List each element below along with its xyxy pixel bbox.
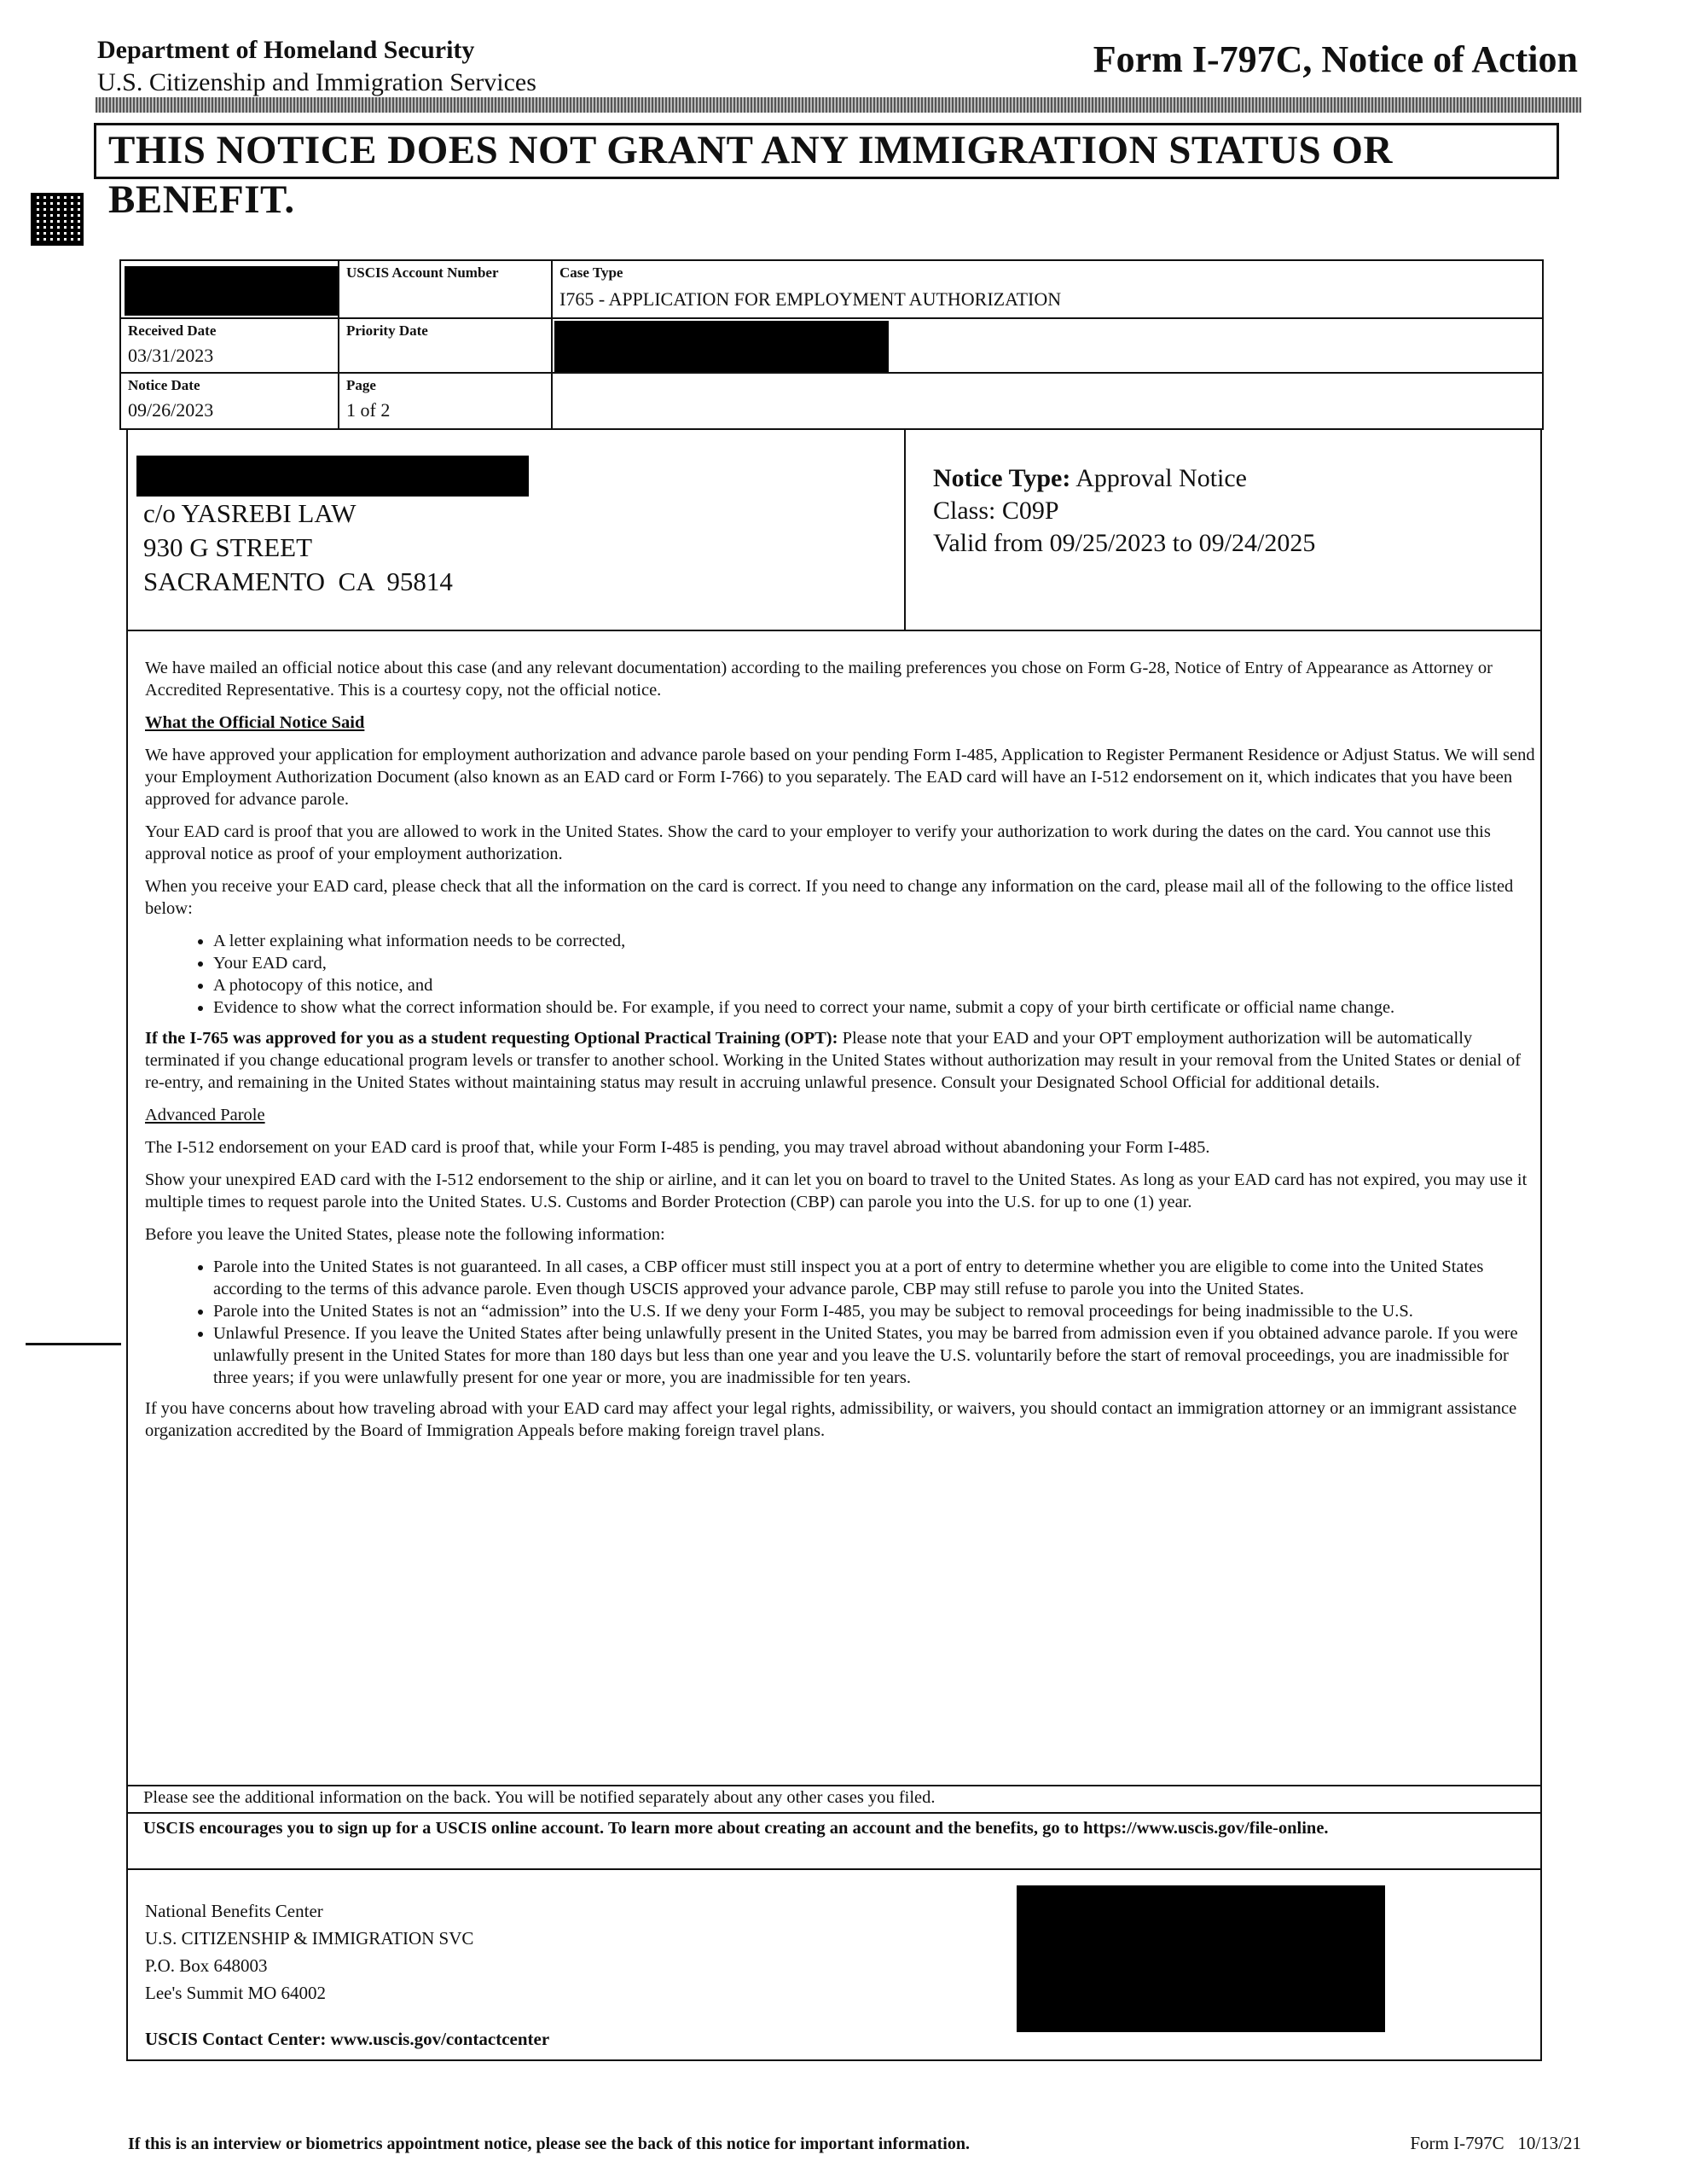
priority-date-cell — [338, 317, 553, 374]
office-line-3: P.O. Box 648003 — [145, 1955, 268, 1976]
case-type-cell — [551, 259, 1544, 319]
correction-list — [145, 930, 1537, 1019]
account-number-label: USCIS Account Number — [346, 264, 499, 281]
notice-date-cell — [119, 372, 339, 430]
address-line-2: 930 G STREET — [143, 532, 313, 562]
list-item: • A letter explaining what information needs to be corrected, — [213, 930, 1537, 952]
page-cell — [338, 372, 553, 430]
section-heading-advanced-parole: Advanced Parole — [145, 1106, 265, 1124]
empty-cell — [551, 372, 1544, 430]
opt-paragraph — [145, 1027, 1537, 1094]
received-date-label: Received Date — [128, 322, 217, 339]
notice-class: Class: C09P — [933, 497, 1059, 525]
intro-paragraph: We have mailed an official notice about this case (and any relevant documentation) according to the mailing preferences you chose on Form G-28, Notice of Entry of Appearance as Attorney or Accredited Representative. This is a courtesy copy, not the official notice. — [145, 659, 1493, 700]
list-item: • Parole into the United States is not guaranteed. In all cases, a CBP officer must still inspect you at a port of entry to determine whether you are eligible to come into the United States according to the terms of this advance parole. Even though USCIS approved your advance parole, CBP may still refuse to parole you into the United States. — [213, 1256, 1537, 1300]
header-divider-band — [96, 97, 1581, 113]
redaction-block — [554, 321, 889, 374]
footer-note: If this is an interview or biometrics appointment notice, please see the back of this notice for important information. — [128, 2135, 970, 2153]
department-name: Department of Homeland Security — [97, 36, 475, 64]
section-heading-official-notice: What the Official Notice Said — [145, 713, 365, 732]
page-label: Page — [346, 377, 376, 393]
address-line-1: c/o YASREBI LAW — [143, 498, 357, 528]
redacted-name-block — [136, 456, 529, 497]
page-value: 1 of 2 — [346, 399, 391, 421]
notes-mid-line — [126, 1812, 1542, 1814]
list-item: • Parole into the United States is not an “admission” into the U.S. If we deny your Form I-485, you may be subject to removal proceedings for being inadmissible to the U.S. — [213, 1300, 1537, 1322]
notes-bottom-line — [126, 1868, 1542, 1870]
notice-date-value: 09/26/2023 — [128, 399, 214, 421]
office-line-2: U.S. CITIZENSHIP & IMMIGRATION SVC — [145, 1928, 474, 1949]
office-line-4: Lee's Summit MO 64002 — [145, 1983, 327, 2003]
notice-type-value: Approval Notice — [1075, 464, 1247, 492]
margin-mark — [26, 1343, 121, 1345]
concerns-paragraph: If you have concerns about how traveling abroad with your EAD card may affect your legal rights, admissibility, or waivers, you should contact an immigration attorney or an immigrant assistance organization accredited by the Board of Immigration Appeals before making foreign travel plans. — [145, 1399, 1517, 1440]
ead-proof-paragraph: Your EAD card is proof that you are allowed to work in the United States. Show the card to your employer to verify your authorization to work during the dates on the card. You cannot use this approval notice as proof of your employment authorization. — [145, 822, 1491, 863]
address-line-3: SACRAMENTO CA 95814 — [143, 566, 453, 596]
received-date-value: 03/31/2023 — [128, 345, 214, 366]
online-account-note: USCIS encourages you to sign up for a USCIS online account. To learn more about creating an account and the benefits, go to https://www.uscis.gov/file-online. — [143, 1819, 1329, 1838]
list-item: • A photocopy of this notice, and — [213, 974, 1537, 996]
redacted-receipt-cell — [119, 259, 339, 319]
disclaimer-banner: THIS NOTICE DOES NOT GRANT ANY IMMIGRATION STATUS OR BENEFIT. — [94, 123, 1559, 179]
agency-name: U.S. Citizenship and Immigration Services — [97, 68, 536, 96]
notice-validity: Valid from 09/25/2023 to 09/24/2025 — [933, 529, 1316, 557]
additional-info-note: Please see the additional information on the back. You will be notified separately about any other cases you filed. — [143, 1788, 936, 1807]
mailing-address — [143, 497, 453, 599]
account-number-cell — [338, 259, 553, 319]
opt-text: Please note that your EAD and your OPT employment authorization will be automatically terminated if you change educational program levels or transfer to another school. Working in the United States without authorization may result in your removal from the United States or denial of re-entry, and remaining in the United States without maintaining status may result in accruing unlawful presence. Consult your Designated School Official for additional details. — [145, 1029, 1522, 1092]
travel-warning-list — [145, 1256, 1537, 1389]
i512-paragraph: The I-512 endorsement on your EAD card is proof that, while your Form I-485 is pending, you may travel abroad without abandoning your Form I-485. — [145, 1138, 1210, 1157]
redacted-barcode-block — [1017, 1885, 1385, 2032]
received-date-cell — [119, 317, 339, 374]
barcode-icon — [32, 195, 82, 244]
office-address — [145, 1897, 473, 2007]
list-item: • Your EAD card, — [213, 952, 1537, 974]
correction-paragraph: When you receive your EAD card, please check that all the information on the card is correct. If you need to change any information on the card, please mail all of the following to the office listed below: — [145, 877, 1514, 918]
approval-paragraph: We have approved your application for employment authorization and advance parole based on your pending Form I-485, Application to Register Permanent Residence or Adjust Status. We will send your Employment Authorization Document (also known as an EAD card or Form I-766) to you separately. The EAD card will have an I-512 endorsement on it, which indicates that you have been approved for advance parole. — [145, 746, 1535, 809]
boarding-paragraph: Show your unexpired EAD card with the I-512 endorsement to the ship or airline, and it can let you on board to travel to the United States. As long as your EAD card has not expired, you may use it multiple times to request parole into the United States. U.S. Customs and Border Protection (CBP) can parole you into the U.S. for up to one (1) year. — [145, 1170, 1528, 1211]
opt-lead: If the I-765 was approved for you as a student requesting Optional Practical Training (OPT): — [145, 1029, 838, 1048]
before-leave-paragraph: Before you leave the United States, please note the following information: — [145, 1225, 665, 1244]
notes-top-line — [126, 1785, 1542, 1786]
notice-type-block — [933, 462, 1315, 560]
case-info-table — [119, 259, 1544, 430]
list-item: • Evidence to show what the correct information should be. For example, if you need to correct your name, submit a copy of your birth certificate or official name change. — [213, 996, 1537, 1019]
office-line-1: National Benefits Center — [145, 1901, 323, 1921]
case-type-label: Case Type — [559, 264, 623, 281]
notice-body — [145, 657, 1537, 1452]
list-item: • Unlawful Presence. If you leave the United States after being unlawfully present in the United States, you may be barred from admission even if you obtained advance parole. If you were unlawfully present in the United States for more than 180 days but less than one year and you leave the U.S. voluntarily before the start of removal proceedings, you are inadmissible for three years; if you were unlawfully present for one year or more, you are inadmissible for ten years. — [213, 1322, 1537, 1389]
notice-type-label: Notice Type: — [933, 464, 1071, 492]
redaction-block — [125, 266, 338, 316]
priority-date-label: Priority Date — [346, 322, 428, 339]
address-bottom-line — [126, 630, 1542, 631]
contact-center: USCIS Contact Center: www.uscis.gov/contactcenter — [145, 2029, 550, 2049]
case-type-value: I765 - APPLICATION FOR EMPLOYMENT AUTHORIZATION — [559, 288, 1062, 310]
redacted-receipt-number-cell — [551, 317, 1544, 374]
form-version: Form I-797C 10/13/21 — [1410, 2133, 1581, 2153]
notice-date-label: Notice Date — [128, 377, 200, 393]
form-title: Form I-797C, Notice of Action — [1093, 38, 1578, 80]
address-divider — [904, 430, 906, 631]
